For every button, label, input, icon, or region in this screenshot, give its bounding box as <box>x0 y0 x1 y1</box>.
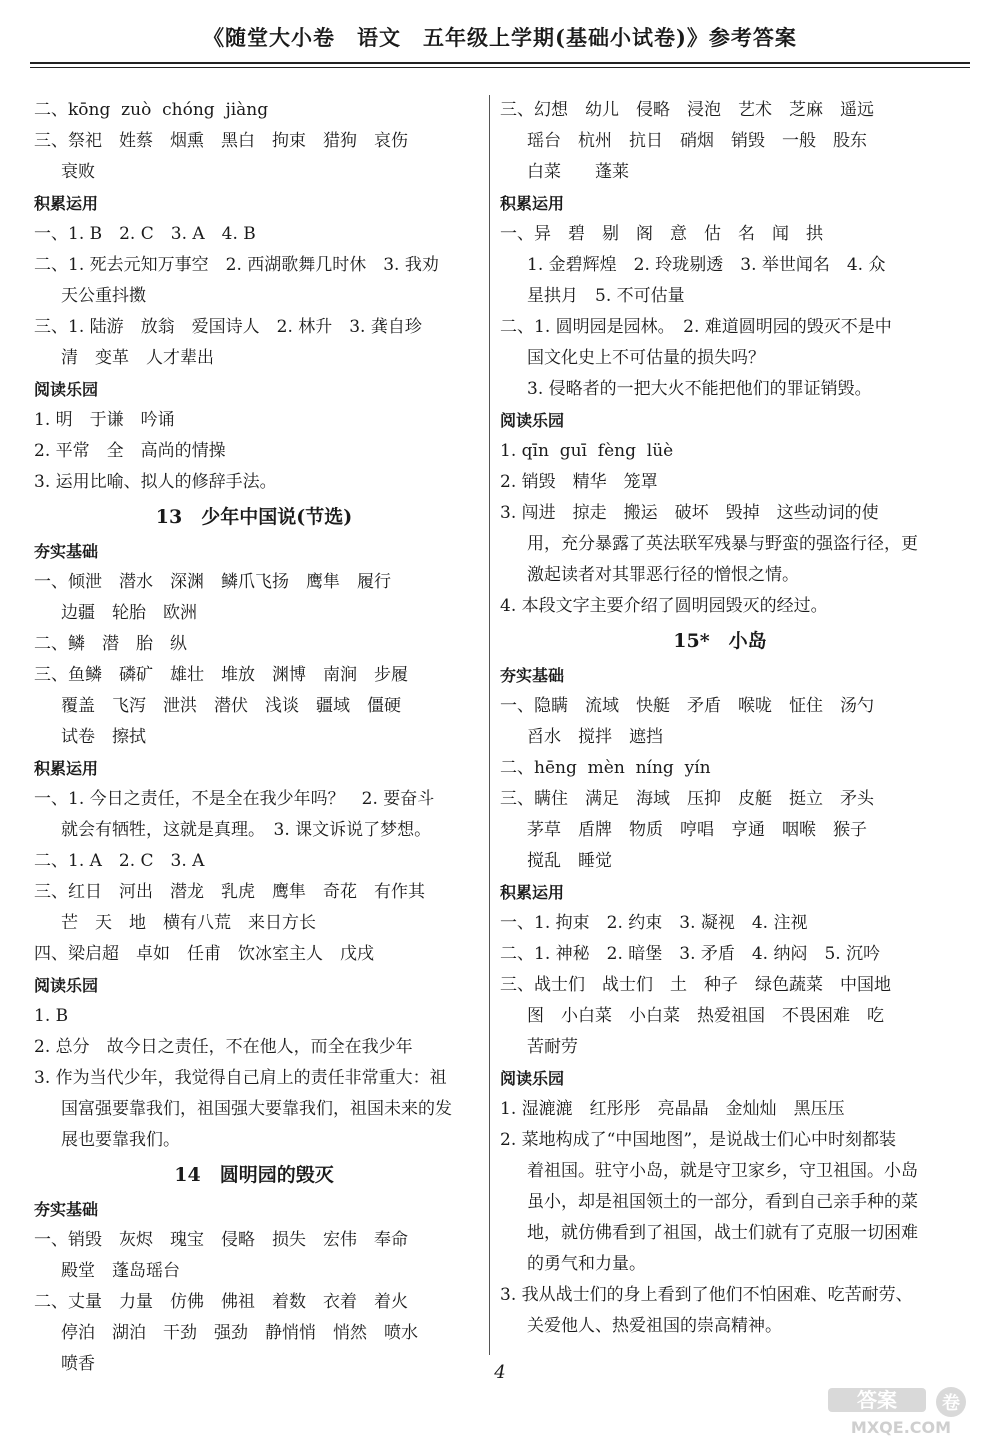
section-heading: 积累运用 <box>34 194 99 213</box>
answer-line-continued: 清 变革 人才辈出 <box>61 348 214 368</box>
answer-line: 二、kōng zuò chóng jiàng <box>34 100 269 120</box>
answer-line: 二、hēng mèn níng yín <box>500 758 711 778</box>
answer-line: 一、倾泄 潜水 深渊 鳞爪飞扬 鹰隼 履行 <box>34 572 391 592</box>
answer-line-continued: 展也要靠我们。 <box>61 1130 180 1150</box>
answer-line-continued: 天公重抖擞 <box>61 286 146 306</box>
section-heading: 积累运用 <box>34 759 99 778</box>
watermark-badge: 卷 <box>942 1393 960 1414</box>
answer-line-continued: 地，就仿佛看到了祖国，战士们就有了克服一切困难 <box>527 1223 918 1243</box>
answer-line: 一、异 碧 剔 阁 意 估 名 闻 拱 <box>500 224 823 244</box>
answer-line-continued: 的勇气和力量。 <box>527 1254 646 1274</box>
section-heading: 阅读乐园 <box>500 1069 565 1088</box>
answer-line: 二、1. 圆明园是园林。 2. 难道圆明园的毁灭不是中 <box>500 317 892 337</box>
answer-line-continued: 关爱他人、热爱祖国的崇高精神。 <box>527 1316 782 1336</box>
watermark-logo <box>826 1385 976 1437</box>
answer-line: 三、祭祀 姓蔡 烟熏 黑白 拘束 猎狗 哀伤 <box>34 131 408 151</box>
answer-line: 3. 运用比喻、拟人的修辞手法。 <box>34 472 277 492</box>
answer-line: 4. 本段文字主要介绍了圆明园毁灭的经过。 <box>500 596 828 616</box>
answer-line: 2. 菜地构成了“中国地图”，是说战士们心中时刻都装 <box>500 1130 897 1150</box>
answer-line-continued: 试卷 擦拭 <box>61 727 146 747</box>
answer-line: 三、1. 陆游 放翁 爱国诗人 2. 林升 3. 龚自珍 <box>34 317 422 337</box>
answer-line-continued: 舀水 搅拌 遮挡 <box>527 727 663 747</box>
section-heading: 阅读乐园 <box>34 976 99 995</box>
answer-line: 1. 湿漉漉 红彤彤 亮晶晶 金灿灿 黑压压 <box>500 1099 845 1119</box>
answer-line-continued: 衰败 <box>61 162 95 182</box>
answer-line: 四、梁启超 卓如 任甫 饮冰室主人 戊戌 <box>34 944 374 964</box>
section-heading: 积累运用 <box>500 883 565 902</box>
header-rule <box>30 62 970 64</box>
answer-line: 二、鳞 潜 胎 纵 <box>34 634 187 654</box>
answer-line-continued: 图 小白菜 小白菜 热爱祖国 不畏困难 吃 <box>527 1006 884 1026</box>
answer-line-continued: 殿堂 蓬岛瑶台 <box>61 1261 180 1281</box>
answer-line: 一、1. 拘束 2. 约束 3. 凝视 4. 注视 <box>500 913 808 933</box>
answer-line-continued: 覆盖 飞泻 泄洪 潜伏 浅谈 疆域 僵硬 <box>61 696 401 716</box>
answer-line: 2. 平常 全 高尚的情操 <box>34 441 226 461</box>
answer-line: 二、1. 死去元知万事空 2. 西湖歌舞几时休 3. 我劝 <box>34 255 439 275</box>
answer-line-continued: 就会有牺牲，这就是真理。 3. 课文诉说了梦想。 <box>61 820 432 840</box>
answer-line: 1. qīn guī fèng lüè <box>500 441 674 461</box>
answer-line: 二、丈量 力量 仿佛 佛祖 着数 衣着 着火 <box>34 1292 408 1312</box>
watermark-top: 答案 <box>857 1388 897 1412</box>
section-heading: 阅读乐园 <box>34 380 99 399</box>
answer-line-continued: 1. 金碧辉煌 2. 玲珑剔透 3. 举世闻名 4. 众 <box>527 255 886 275</box>
answer-line-continued: 3. 侵略者的一把大火不能把他们的罪证销毁。 <box>527 379 872 399</box>
answer-line-continued: 搅乱 睡觉 <box>527 851 612 871</box>
answer-line: 3. 闯进 掠走 搬运 破坏 毁掉 这些动词的使 <box>500 503 879 523</box>
section-heading: 夯实基础 <box>500 666 565 685</box>
watermark-url: MXQE.COM <box>850 1418 952 1437</box>
answer-line-continued: 虽小，却是祖国领土的一部分，看到自己亲手种的菜 <box>527 1192 918 1212</box>
right-column <box>500 95 940 1342</box>
page-number: 4 <box>494 1362 506 1383</box>
answer-line: 三、幻想 幼儿 侵略 浸泡 艺术 芝麻 遥远 <box>500 100 874 120</box>
answer-line-continued: 星拱月 5. 不可估量 <box>527 286 685 306</box>
page-header: 《随堂大小卷 语文 五年级上学期(基础小试卷)》参考答案 <box>203 25 797 50</box>
section-heading: 夯实基础 <box>34 1200 99 1219</box>
column-divider <box>489 95 490 1355</box>
answer-line: 三、红日 河出 潜龙 乳虎 鹰隼 奇花 有作其 <box>34 882 425 902</box>
left-column <box>34 95 474 1380</box>
answer-line: 3. 我从战士们的身上看到了他们不怕困难、吃苦耐劳、 <box>500 1285 913 1305</box>
answer-line-continued: 苦耐劳 <box>527 1037 578 1057</box>
answer-line-continued: 茅草 盾牌 物质 哼唱 亨通 咽喉 猴子 <box>527 820 867 840</box>
lesson-title: 15* 小岛 <box>673 630 767 652</box>
answer-line-continued: 边疆 轮胎 欧洲 <box>61 603 197 623</box>
answer-line-continued: 国富强要靠我们，祖国强大要靠我们，祖国未来的发 <box>61 1099 452 1119</box>
answer-line: 三、鱼鳞 磷矿 雄壮 堆放 渊博 南涧 步履 <box>34 665 408 685</box>
answer-line: 三、瞒住 满足 海域 压抑 皮艇 挺立 矛头 <box>500 789 874 809</box>
answer-line: 一、隐瞒 流域 快艇 矛盾 喉咙 怔住 汤勺 <box>500 696 874 716</box>
answer-line-continued: 瑶台 杭州 抗日 硝烟 销毁 一般 股东 <box>527 131 867 151</box>
answer-line-continued: 用，充分暴露了英法联军残暴与野蛮的强盗行径，更 <box>527 534 918 554</box>
answer-line: 三、战士们 战士们 土 种子 绿色蔬菜 中国地 <box>500 975 891 995</box>
answer-line: 3. 作为当代少年，我觉得自己肩上的责任非常重大：祖 <box>34 1068 447 1088</box>
answer-line-continued: 芒 天 地 横有八荒 来日方长 <box>61 913 316 933</box>
answer-line: 1. B <box>34 1006 69 1026</box>
answer-line: 一、1. B 2. C 3. A 4. B <box>34 224 256 244</box>
answer-line: 二、1. A 2. C 3. A <box>34 851 205 871</box>
answer-line: 1. 明 于谦 吟诵 <box>34 410 175 430</box>
answer-line-continued: 国文化史上不可估量的损失吗？ <box>527 348 765 368</box>
answer-line-continued: 激起读者对其罪恶行径的憎恨之情。 <box>527 565 799 585</box>
answer-line: 2. 销毁 精华 笼罩 <box>500 472 658 492</box>
lesson-title: 14 圆明园的毁灭 <box>174 1164 334 1186</box>
answer-line-continued: 着祖国。驻守小岛，就是守卫家乡，守卫祖国。小岛 <box>527 1161 918 1181</box>
answer-line: 一、1. 今日之责任，不是全在我少年吗？ 2. 要奋斗 <box>34 789 435 809</box>
section-heading: 阅读乐园 <box>500 411 565 430</box>
answer-line-continued: 喷香 <box>61 1354 95 1374</box>
answer-line-continued: 白菜 蓬莱 <box>527 162 629 182</box>
answer-line: 2. 总分 故今日之责任，不在他人，而全在我少年 <box>34 1037 413 1057</box>
lesson-title: 13 少年中国说(节选) <box>155 506 353 528</box>
answer-line: 一、销毁 灰烬 瑰宝 侵略 损失 宏伟 奉命 <box>34 1230 408 1250</box>
header-rule-thin <box>30 67 970 68</box>
section-heading: 积累运用 <box>500 194 565 213</box>
answer-line: 二、1. 神秘 2. 暗堡 3. 矛盾 4. 纳闷 5. 沉吟 <box>500 944 881 964</box>
answer-line-continued: 停泊 湖泊 干劲 强劲 静悄悄 悄然 喷水 <box>61 1323 418 1343</box>
section-heading: 夯实基础 <box>34 542 99 561</box>
